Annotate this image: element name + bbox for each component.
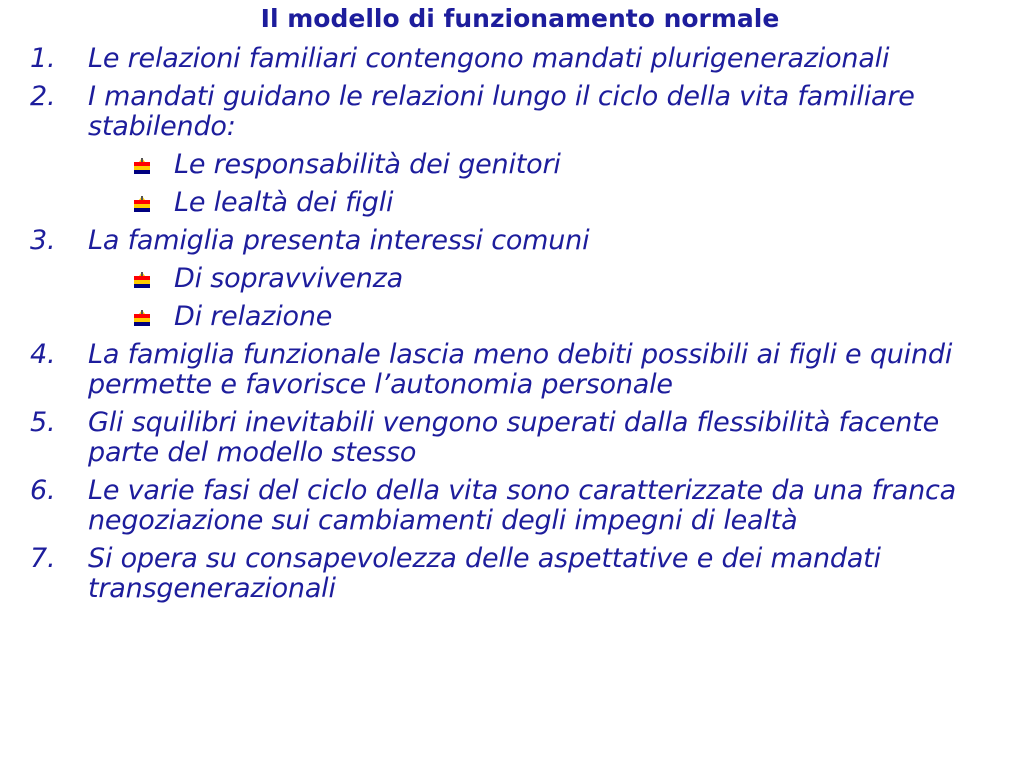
bullet-icon xyxy=(132,157,152,175)
list-item xyxy=(0,544,1024,604)
item-text: La famiglia funzionale lascia meno debiti possibili ai figli e quindi permette e favorisce l’autonomia personale xyxy=(88,339,953,400)
bullet-icon xyxy=(132,195,152,213)
item-text: Le varie fasi del ciclo della vita sono caratterizzate da una franca negoziazione sui cambiamenti degli impegni di lealtà xyxy=(88,475,957,536)
list-item xyxy=(0,340,1024,400)
list-item xyxy=(0,44,1024,74)
slide-title: Il modello di funzionamento normale xyxy=(260,4,780,33)
list-item xyxy=(0,226,1024,256)
bullet-icon xyxy=(132,271,152,289)
item-number: 2. xyxy=(30,81,56,112)
sub-item xyxy=(0,188,1024,218)
item-text: La famiglia presenta interessi comuni xyxy=(88,225,590,256)
sub-item xyxy=(0,302,1024,332)
sub-item-text: Di relazione xyxy=(174,301,333,332)
list-item xyxy=(0,82,1024,142)
sub-item xyxy=(0,264,1024,294)
item-text: Si opera su consapevolezza delle aspettative e dei mandati transgenerazionali xyxy=(88,543,881,604)
sub-item-text: Le responsabilità dei genitori xyxy=(174,149,561,180)
numbered-list xyxy=(0,44,1024,612)
item-number: 7. xyxy=(30,543,56,574)
bullet-icon xyxy=(132,309,152,327)
item-number: 5. xyxy=(30,407,56,438)
sub-item-text: Di sopravvivenza xyxy=(174,263,403,294)
item-text: Gli squilibri inevitabili vengono superati dalla flessibilità facente parte del modello stesso xyxy=(88,407,939,468)
item-number: 4. xyxy=(30,339,56,370)
item-number: 1. xyxy=(30,43,56,74)
sub-item-text: Le lealtà dei figli xyxy=(174,187,394,218)
item-text: I mandati guidano le relazioni lungo il ciclo della vita familiare stabilendo: xyxy=(88,81,915,142)
item-text: Le relazioni familiari contengono mandati plurigenerazionali xyxy=(88,43,890,74)
item-number: 6. xyxy=(30,475,56,506)
sub-item xyxy=(0,150,1024,180)
item-number: 3. xyxy=(30,225,56,256)
list-item xyxy=(0,476,1024,536)
list-item xyxy=(0,408,1024,468)
